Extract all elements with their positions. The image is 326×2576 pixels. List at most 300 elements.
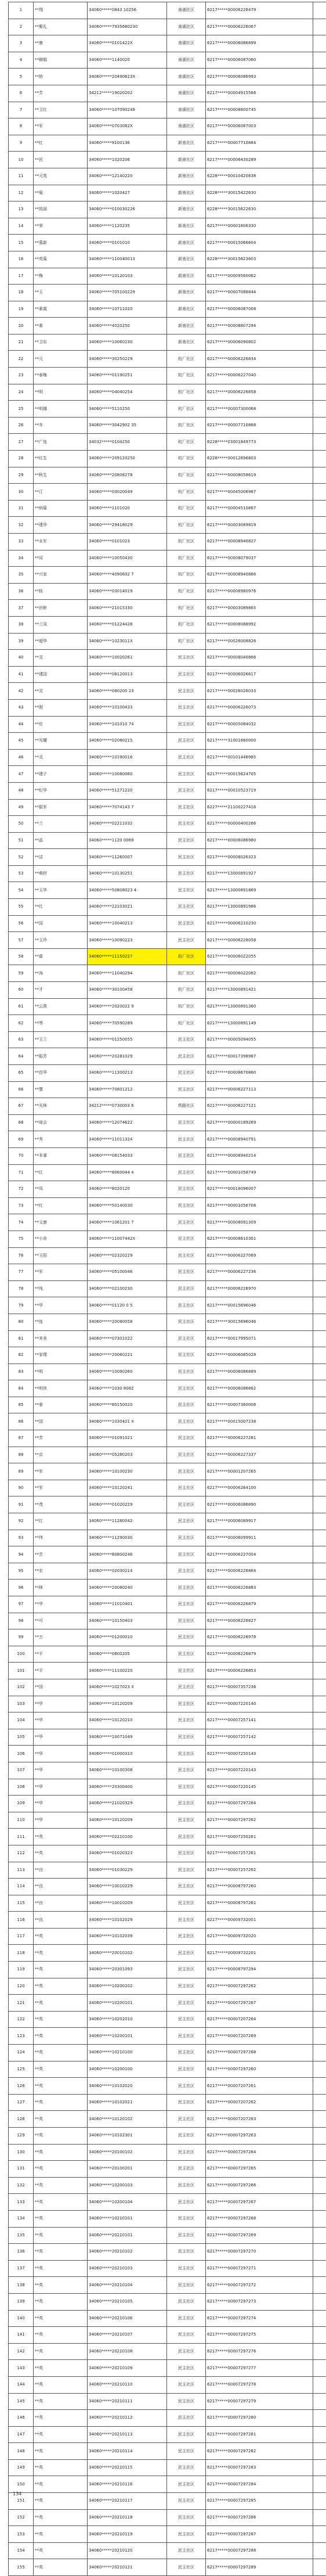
row-community: 新南社区 xyxy=(167,268,206,285)
row-account-number: 6217*****30015696046 xyxy=(206,1314,313,1330)
row-id-number: 34060*****08120013 xyxy=(88,666,167,683)
row-name: **华 xyxy=(34,1729,88,1746)
row-index: 58 xyxy=(9,948,34,965)
row-name: **琴 xyxy=(34,1015,88,1032)
row-index: 144 xyxy=(9,2376,34,2393)
row-blank-cell xyxy=(313,583,326,600)
row-id-number: 34060*****08154033 xyxy=(88,1147,167,1164)
row-community: 民主社区 xyxy=(167,1330,206,1347)
row-community: 民主社区 xyxy=(167,2227,206,2244)
row-blank-cell xyxy=(313,368,326,384)
table-row xyxy=(9,2542,326,2559)
row-name: **明侠 xyxy=(34,1380,88,1397)
row-blank-cell xyxy=(313,1330,326,1347)
row-index: 119 xyxy=(9,1962,34,1978)
table-row xyxy=(9,782,326,799)
row-name: **平 xyxy=(34,1646,88,1663)
row-index: 47 xyxy=(9,766,34,783)
row-id-number: 34060*****10120210 xyxy=(88,1712,167,1729)
row-account-number: 6217*****00007300068 xyxy=(206,401,313,418)
row-blank-cell xyxy=(313,2443,326,2460)
row-id-number: 34060*****02211032 xyxy=(88,816,167,833)
row-index: 129 xyxy=(9,2128,34,2145)
row-community: 杭厂社区 xyxy=(167,550,206,567)
row-blank-cell xyxy=(313,832,326,849)
row-account-number: 6217*****00007297270 xyxy=(206,2244,313,2261)
row-account-number: 6217*****00006228058 xyxy=(206,932,313,949)
row-id-number: 34060*****10080060 xyxy=(88,766,167,783)
table-row xyxy=(9,2045,326,2061)
row-index: 16 xyxy=(9,251,34,268)
row-id-number: 34060*****1061201 7 xyxy=(88,1214,167,1231)
row-id-number: 34060*****080200 23 xyxy=(88,683,167,700)
row-community: 民主社区 xyxy=(167,1463,206,1480)
row-name: **英 xyxy=(34,2410,88,2427)
row-account-number: 6217*****00010523719 xyxy=(206,782,313,799)
row-id-number: 34060*****20010102 xyxy=(88,1945,167,1962)
row-id-number: 34060*****01020229 xyxy=(88,1496,167,1513)
row-blank-cell xyxy=(313,1629,326,1646)
row-index: 81 xyxy=(9,1330,34,1347)
row-id-number: 34060*****20210112 xyxy=(88,2410,167,2427)
table-row xyxy=(9,2426,326,2443)
row-name: **洁 xyxy=(34,849,88,866)
row-account-number: 6228*****30015622630 xyxy=(206,202,313,218)
row-id-number: 34060*****20281029 xyxy=(88,1048,167,1065)
table-row xyxy=(9,1081,326,1098)
row-id-number: 34060*****01091021 xyxy=(88,1430,167,1447)
row-community: 民主社区 xyxy=(167,2260,206,2277)
row-id-number: 34060*****0101023 xyxy=(88,534,167,551)
row-id-number: 34060*****12140220 xyxy=(88,168,167,185)
row-index: 67 xyxy=(9,1098,34,1115)
row-blank-cell xyxy=(313,1879,326,1895)
row-community: 民主社区 xyxy=(167,2045,206,2061)
row-blank-cell xyxy=(313,1098,326,1115)
row-community: 民主社区 xyxy=(167,1629,206,1646)
row-id-number: 34060*****10060230 xyxy=(88,334,167,351)
table-row xyxy=(9,1563,326,1580)
row-community: 民主社区 xyxy=(167,932,206,949)
row-community: 民主社区 xyxy=(167,1679,206,1696)
row-account-number: 6217*****00007297266 xyxy=(206,2177,313,2194)
row-blank-cell xyxy=(313,1480,326,1496)
row-community: 民主社区 xyxy=(167,1729,206,1746)
row-id-number: 34060*****7935680230 xyxy=(88,19,167,35)
row-index: 36 xyxy=(9,583,34,600)
row-community: 民主社区 xyxy=(167,1663,206,1679)
row-account-number: 6217*****00009732001 xyxy=(206,1912,313,1929)
row-account-number: 6217*****00006090802 xyxy=(206,334,313,351)
row-name: **菊 xyxy=(34,185,88,202)
row-id-number: 34060*****20210101 xyxy=(88,2227,167,2244)
row-name: **卫红 xyxy=(34,102,88,118)
row-blank-cell xyxy=(313,616,326,633)
table-row xyxy=(9,1862,326,1879)
row-name: **京 xyxy=(34,1447,88,1463)
row-account-number: 6217*****00007297260 xyxy=(206,2061,313,2078)
row-community: 杭厂社区 xyxy=(167,1015,206,1032)
row-community: 民主社区 xyxy=(167,1430,206,1447)
row-id-number: 34060*****11300213 xyxy=(88,1065,167,1082)
row-name: **刚 xyxy=(34,699,88,716)
row-name: **萌材 xyxy=(34,865,88,882)
row-account-number: 6217*****00008600745 xyxy=(206,102,313,118)
row-community: 民主社区 xyxy=(167,915,206,932)
row-community: 民主社区 xyxy=(167,1214,206,1231)
row-index: 147 xyxy=(9,2426,34,2443)
row-index: 85 xyxy=(9,1397,34,1413)
row-index: 155 xyxy=(9,2559,34,2576)
row-index: 30 xyxy=(9,484,34,501)
row-id-number: 34060*****1140020 xyxy=(88,52,167,69)
row-blank-cell xyxy=(313,2459,326,2476)
table-row xyxy=(9,35,326,52)
row-index: 35 xyxy=(9,567,34,584)
row-blank-cell xyxy=(313,998,326,1015)
row-name: **玉华 xyxy=(34,882,88,899)
row-community: 新南社区 xyxy=(167,235,206,251)
row-id-number: 34060*****01020323 xyxy=(88,1845,167,1862)
row-name: **英 xyxy=(34,2343,88,2360)
row-community: 民主社区 xyxy=(167,2111,206,2128)
row-blank-cell xyxy=(313,948,326,965)
row-community: 民主社区 xyxy=(167,1862,206,1879)
row-name: **宏 xyxy=(34,1563,88,1580)
table-row xyxy=(9,2476,326,2493)
row-id-number: 34060*****02030214 xyxy=(88,1563,167,1580)
row-index: 112 xyxy=(9,1845,34,1862)
row-community: 民主社区 xyxy=(167,1114,206,1131)
row-name: **明 xyxy=(34,1363,88,1380)
table-row xyxy=(9,1397,326,1413)
row-account-number: 6217*****00007710884 xyxy=(206,135,313,152)
table-row xyxy=(9,2144,326,2161)
row-index: 99 xyxy=(9,1629,34,1646)
row-name: **广连 xyxy=(34,434,88,451)
row-account-number: 6217*****00006226827 xyxy=(206,1613,313,1629)
table-row xyxy=(9,2061,326,2078)
row-index: 110 xyxy=(9,1812,34,1829)
row-name: **冬 xyxy=(34,417,88,434)
row-index: 63 xyxy=(9,1031,34,1048)
row-blank-cell xyxy=(313,1978,326,1995)
records-table-body xyxy=(9,2,326,2576)
row-blank-cell xyxy=(313,2128,326,2145)
row-name: **纪华 xyxy=(34,782,88,799)
row-community: 民主社区 xyxy=(167,2061,206,2078)
row-community: 民主社区 xyxy=(167,2028,206,2045)
row-account-number: 6217*****00006087060 xyxy=(206,52,313,69)
row-community: 民主社区 xyxy=(167,1231,206,1247)
row-index: 32 xyxy=(9,517,34,534)
row-id-number: 34060*****11260007 xyxy=(88,849,167,866)
row-name: **光耀 xyxy=(34,733,88,750)
row-blank-cell xyxy=(313,1530,326,1546)
row-account-number: 6217*****00008940866 xyxy=(206,567,313,584)
row-blank-cell xyxy=(313,1214,326,1231)
row-id-number: 34060*****1120 0069 xyxy=(88,832,167,849)
table-row xyxy=(9,401,326,418)
row-blank-cell xyxy=(313,716,326,733)
row-blank-cell xyxy=(313,699,326,716)
row-name: **永军 xyxy=(34,534,88,551)
row-id-number: 34060*****20210107 xyxy=(88,2327,167,2344)
row-id-number: 34060*****03020049 xyxy=(88,484,167,501)
row-account-number: 6217*****00007297281 xyxy=(206,2426,313,2443)
row-account-number: 6217*****00001606330 xyxy=(206,218,313,235)
row-name: **英 xyxy=(34,2459,88,2476)
row-community: 杭厂社区 xyxy=(167,451,206,467)
row-id-number: 34060*****20490623X xyxy=(88,69,167,85)
row-id-number: 34060*****70801212 xyxy=(88,1081,167,1098)
row-name: **军 xyxy=(34,118,88,135)
table-row xyxy=(9,1496,326,1513)
row-id-number: 34060*****10210100 xyxy=(88,2045,167,2061)
row-name: **玉 xyxy=(34,285,88,301)
row-id-number: 34212*****19020202 xyxy=(88,85,167,102)
row-name: **翔 xyxy=(34,2,88,19)
row-community: 民主社区 xyxy=(167,1413,206,1430)
table-row xyxy=(9,600,326,617)
table-row xyxy=(9,1048,326,1065)
row-id-number: 34060*****4020250 xyxy=(88,318,167,334)
row-id-number: 34060*****20210119 xyxy=(88,2526,167,2543)
row-index: 97 xyxy=(9,1596,34,1613)
row-account-number: 6217*****00008797261 xyxy=(206,1895,313,1912)
row-name: **英 xyxy=(34,2194,88,2211)
row-community: 民主社区 xyxy=(167,2526,206,2543)
row-id-number: 34060*****20210115 xyxy=(88,2459,167,2476)
row-blank-cell xyxy=(313,1546,326,1563)
row-id-number: 34060*****20210108 xyxy=(88,2343,167,2360)
row-id-number: 34060*****10010209 xyxy=(88,1895,167,1912)
row-id-number: 34060*****11011324 xyxy=(88,1131,167,1148)
row-blank-cell xyxy=(313,2161,326,2178)
row-community: 民主社区 xyxy=(167,2161,206,2178)
row-index: 128 xyxy=(9,2111,34,2128)
row-blank-cell xyxy=(313,251,326,268)
table-row xyxy=(9,451,326,467)
table-row xyxy=(9,2260,326,2277)
row-name: **华 xyxy=(34,1812,88,1829)
row-index: 137 xyxy=(9,2260,34,2277)
table-row xyxy=(9,915,326,932)
table-row xyxy=(9,1845,326,1862)
row-index: 145 xyxy=(9,2393,34,2410)
row-community: 杭厂社区 xyxy=(167,534,206,551)
row-account-number: 6217*****00007297264 xyxy=(206,2144,313,2161)
row-id-number: 34060*****11040294 xyxy=(88,965,167,982)
row-community: 民主社区 xyxy=(167,2078,206,2095)
row-index: 124 xyxy=(9,2045,34,2061)
row-account-number: 6217*****00007297275 xyxy=(206,2327,313,2344)
row-index: 90 xyxy=(9,1480,34,1496)
table-row xyxy=(9,368,326,384)
table-row xyxy=(9,1945,326,1962)
row-name: **春梅 xyxy=(34,368,88,384)
row-name: **玉兰 xyxy=(34,1031,88,1048)
row-name: **卫东 xyxy=(34,334,88,351)
table-row xyxy=(9,2293,326,2310)
row-blank-cell xyxy=(313,865,326,882)
row-community: 民主社区 xyxy=(167,865,206,882)
row-account-number: 6217*****13000891986 xyxy=(206,899,313,916)
table-row xyxy=(9,2393,326,2410)
row-blank-cell xyxy=(313,1928,326,1945)
row-name: **炳菊 xyxy=(34,500,88,517)
row-blank-cell xyxy=(313,19,326,35)
table-row xyxy=(9,2094,326,2111)
row-name: **英 xyxy=(34,2128,88,2145)
row-blank-cell xyxy=(313,2244,326,2261)
row-blank-cell xyxy=(313,799,326,816)
row-id-number: 34060*****8020120 xyxy=(88,1181,167,1198)
table-row xyxy=(9,2227,326,2244)
row-name: **元 xyxy=(34,351,88,368)
row-blank-cell xyxy=(313,2310,326,2327)
row-community: 南湖社区 xyxy=(167,35,206,52)
row-community: 杭厂社区 xyxy=(167,616,206,633)
row-index: 29 xyxy=(9,467,34,484)
row-index: 57 xyxy=(9,932,34,949)
row-id-number: 34060*****9100136 xyxy=(88,135,167,152)
row-blank-cell xyxy=(313,467,326,484)
row-index: 13 xyxy=(9,202,34,218)
row-id-number: 34060*****10200101 xyxy=(88,2028,167,2045)
row-account-number: 6217*****00008940791 xyxy=(206,1131,313,1148)
row-community: 民主社区 xyxy=(167,1945,206,1962)
table-row xyxy=(9,1962,326,1978)
table-row xyxy=(9,1247,326,1264)
table-row xyxy=(9,467,326,484)
row-account-number: 6217*****00008040866 xyxy=(206,650,313,667)
row-blank-cell xyxy=(313,417,326,434)
table-row xyxy=(9,2327,326,2344)
row-community: 民主社区 xyxy=(167,1829,206,1845)
row-community: 杭厂社区 xyxy=(167,567,206,584)
row-account-number: 6217*****00007297279 xyxy=(206,2393,313,2410)
row-community: 民主社区 xyxy=(167,650,206,667)
row-community: 民主社区 xyxy=(167,2244,206,2261)
table-row xyxy=(9,965,326,982)
row-name: **英 xyxy=(34,1928,88,1945)
row-id-number: 34060*****10210101 xyxy=(88,2210,167,2227)
row-account-number: 6217*****00007297288 xyxy=(206,2542,313,2559)
row-account-number: 6217*****00007257141 xyxy=(206,1712,313,1729)
table-row xyxy=(9,285,326,301)
row-community: 新南社区 xyxy=(167,334,206,351)
row-id-number: 34060*****20210109 xyxy=(88,2360,167,2377)
table-row xyxy=(9,865,326,882)
row-account-number: 6217*****00007220143 xyxy=(206,1762,313,1779)
row-name: **英 xyxy=(34,1845,88,1862)
row-name: **英 xyxy=(34,2277,88,2294)
table-row xyxy=(9,633,326,650)
row-community: 民主社区 xyxy=(167,2177,206,2194)
table-row xyxy=(9,19,326,35)
table-row xyxy=(9,2210,326,2227)
row-blank-cell xyxy=(313,2476,326,2493)
row-id-number: 34060*****51271220 xyxy=(88,782,167,799)
row-account-number: 6217*****00007297262 xyxy=(206,1812,313,1829)
table-row xyxy=(9,434,326,451)
row-account-number: 6217*****00007297271 xyxy=(206,2260,313,2277)
row-blank-cell xyxy=(313,932,326,949)
row-account-number: 6217*****00007297283 xyxy=(206,2459,313,2476)
row-blank-cell xyxy=(313,218,326,235)
row-id-number: 34060*****22103021 xyxy=(88,899,167,916)
row-id-number: 34060*****20100102 xyxy=(88,2144,167,2161)
row-blank-cell xyxy=(313,567,326,584)
row-name: **英 xyxy=(34,1945,88,1962)
row-community: 新南社区 xyxy=(167,152,206,168)
row-id-number: 34212*****0730003 6 xyxy=(88,1098,167,1115)
row-name: **灵 xyxy=(34,650,88,667)
row-name: **英 xyxy=(34,2028,88,2045)
row-index: 107 xyxy=(9,1762,34,1779)
row-name: **芸 xyxy=(34,1546,88,1563)
row-id-number: 34060*****10200103 xyxy=(88,2177,167,2194)
row-account-number: 6217*****00006089917 xyxy=(206,1513,313,1530)
row-community: 民主社区 xyxy=(167,2476,206,2493)
row-community: 民主社区 xyxy=(167,699,206,716)
row-name: **红 xyxy=(34,1513,88,1530)
row-blank-cell xyxy=(313,1646,326,1663)
row-id-number: 34060*****20210118 xyxy=(88,2509,167,2526)
row-account-number: 6217*****00008088992 xyxy=(206,616,313,633)
row-index: 75 xyxy=(9,1231,34,1247)
row-index: 51 xyxy=(9,832,34,849)
row-community: 新南社区 xyxy=(167,251,206,268)
row-id-number: 34060*****10202010 xyxy=(88,2011,167,2028)
row-index: 114 xyxy=(9,1879,34,1895)
row-name: **英 xyxy=(34,2111,88,2128)
row-id-number: 34060*****50808023 4 xyxy=(88,882,167,899)
table-row xyxy=(9,1314,326,1330)
row-name: **康 xyxy=(34,35,88,52)
row-community: 民主社区 xyxy=(167,1147,206,1164)
table-row xyxy=(9,1363,326,1380)
table-row xyxy=(9,2360,326,2377)
table-row xyxy=(9,2128,326,2145)
row-community: 民主社区 xyxy=(167,1546,206,1563)
row-account-number: 6217*****00006086862 xyxy=(206,1380,313,1397)
row-blank-cell xyxy=(313,2194,326,2211)
table-row xyxy=(9,1231,326,1247)
table-row xyxy=(9,185,326,202)
table-row xyxy=(9,699,326,716)
row-blank-cell xyxy=(313,2111,326,2128)
row-account-number: 6217*****00045006987 xyxy=(206,484,313,501)
row-id-number: 34060*****10120209 xyxy=(88,1812,167,1829)
table-row xyxy=(9,583,326,600)
row-index: 82 xyxy=(9,1347,34,1364)
row-community: 杭厂社区 xyxy=(167,633,206,650)
table-row xyxy=(9,2,326,19)
row-community: 民主社区 xyxy=(167,782,206,799)
row-name: **同 xyxy=(34,550,88,567)
table-row xyxy=(9,1879,326,1895)
row-account-number: 6217*****00008091309 xyxy=(206,1214,313,1231)
row-name: **英 xyxy=(34,2360,88,2377)
row-account-number: 6217*****00006022062 xyxy=(206,965,313,982)
row-community: 民主社区 xyxy=(167,1164,206,1181)
row-name: **英 xyxy=(34,2260,88,2277)
row-community: 新南社区 xyxy=(167,185,206,202)
row-id-number: 34060*****4090602 7 xyxy=(88,567,167,584)
row-id-number: 34060*****50140030 xyxy=(88,1197,167,1214)
